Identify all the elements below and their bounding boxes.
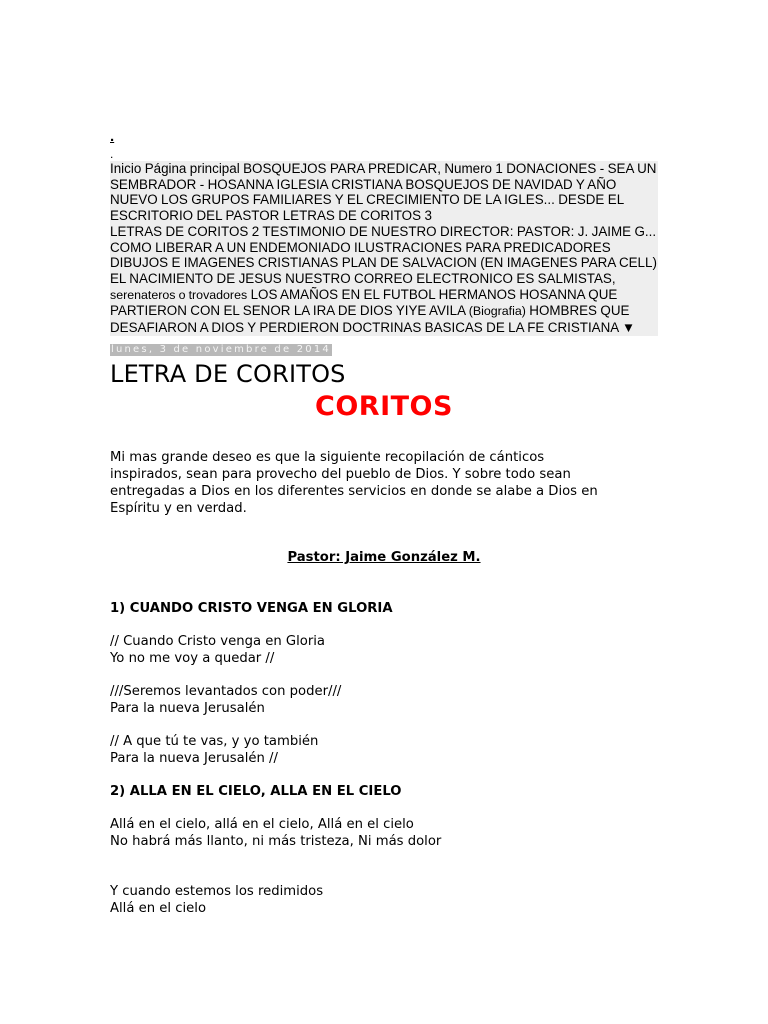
coritos-heading: CORITOS [315,390,453,422]
intro-paragraph [110,449,658,517]
song-line: ///Seremos levantados con poder/// [110,683,342,699]
nav-item-serenateros[interactable]: serenateros o trovadores [110,287,248,302]
song-line: // Cuando Cristo venga en Gloria [110,633,326,649]
nav-item-dibujos-imagenes[interactable]: DIBUJOS E IMAGENES CRISTIANAS [110,255,339,271]
nav-item-doctrinas-basicas[interactable]: DOCTRINAS BASICAS DE LA FE CRISTIANA [342,320,619,336]
nav-item-bosquejos-navidad[interactable]: BOSQUEJOS DE NAVIDAD Y AÑO NUEVO [110,176,617,208]
nav-item-ilustraciones[interactable]: ILUSTRACIONES PARA PREDICADORES [354,239,611,255]
nav-item-pagina-principal[interactable]: Página principal [144,161,240,176]
song-line: Para la nueva Jerusalén [110,700,265,716]
nav-item-inicio[interactable]: Inicio [110,161,142,176]
intro-line: entregadas a Dios en los diferentes servicios en donde se alabe a Dios en [110,483,598,499]
nav-item-biografia[interactable]: (Biografia) [468,304,526,319]
nav-item-plan-salvacion[interactable]: PLAN DE SALVACION (EN IMAGENES PARA CELL) [341,255,657,271]
nav-item-correo-electronico[interactable]: NUESTRO CORREO ELECTRONICO ES [285,270,535,286]
nav-item-iglesia-cristiana[interactable]: IGLESIA CRISTIANA [276,176,402,192]
intro-line: Espíritu y en verdad. [110,500,247,516]
nav-item-numero-1[interactable]: Numero 1 [444,161,503,176]
post-date: lunes, 3 de noviembre de 2014 [111,343,331,355]
nav-dropdown-arrow-icon[interactable]: ▼ [621,320,636,336]
nav-item-hosanna[interactable]: HOSANNA [207,176,277,192]
nav-item-hombres-desafiaron[interactable]: HOMBRES QUE DESAFIARON A DIOS Y PERDIERON [110,303,630,336]
page [110,128,658,917]
nav-item-donaciones[interactable]: DONACIONES - SEA UN SEMBRADOR - [110,161,657,192]
blog-description: . [110,147,114,161]
pastor-signature: Pastor: Jaime González M. [287,549,481,565]
nav-item-escritorio-pastor[interactable]: DESDE EL ESCRITORIO DEL PASTOR [110,192,624,224]
song-title: 1) CUANDO CRISTO VENGA EN GLORIA [110,600,393,616]
song-line: Allá en el cielo, allá en el cielo, Allá en el cielo [110,816,414,832]
song-line: Para la nueva Jerusalén // [110,750,278,766]
song-line: Yo no me voy a quedar // [110,650,275,666]
nav-item-salmistas[interactable]: SALMISTAS, [537,270,616,286]
blog-title[interactable]: . [110,128,115,145]
nav-item-yiye-avila[interactable]: YIYE AVILA [395,303,466,319]
nav-item-letras-coritos-2[interactable]: LETRAS DE CORITOS 2 [110,223,260,239]
song-line: No habrá más llanto, ni más tristeza, Ni más dolor [110,833,442,849]
nav-item-ira-de-dios[interactable]: LA IRA DE DIOS [293,303,393,319]
song-line: Allá en el cielo [110,900,207,916]
navigation-list [110,161,658,336]
post-title[interactable]: LETRA DE CORITOS [110,359,346,388]
nav-item-nacimiento-jesus[interactable]: EL NACIMIENTO DE JESUS [110,270,282,286]
nav-item-hermanos-hosanna[interactable]: HERMANOS HOSANNA QUE PARTIERON CON EL SENOR [110,286,618,319]
nav-item-bosquejos-para-predicar[interactable]: BOSQUEJOS PARA PREDICAR, [243,161,441,176]
song-title: 2) ALLA EN EL CIELO, ALLA EN EL CIELO [110,783,402,799]
intro-line: inspirados, sean para provecho del pueblo de Dios. Y sobre todo sean [110,466,571,482]
nav-item-testimonio-director[interactable]: TESTIMONIO DE NUESTRO DIRECTOR: PASTOR: J. JAIME G... [262,223,657,239]
nav-item-grupos-familiares[interactable]: LOS GRUPOS FAMILIARES Y EL CRECIMIENTO DE LA IGLES... [161,192,555,208]
nav-item-letras-coritos-3[interactable]: LETRAS DE CORITOS 3 [282,208,432,224]
intro-line: Mi mas grande deseo es que la siguiente recopilación de cánticos [110,449,545,465]
nav-item-amanos-futbol[interactable]: LOS AMAÑOS EN EL FUTBOL [250,286,436,302]
song-line: // A que tú te vas, y yo también [110,733,319,749]
nav-item-liberar-endemoniado[interactable]: COMO LIBERAR A UN ENDEMONIADO [110,239,351,255]
song-line: Y cuando estemos los redimidos [110,883,324,899]
song-2 [110,783,658,917]
song-1 [110,600,658,767]
